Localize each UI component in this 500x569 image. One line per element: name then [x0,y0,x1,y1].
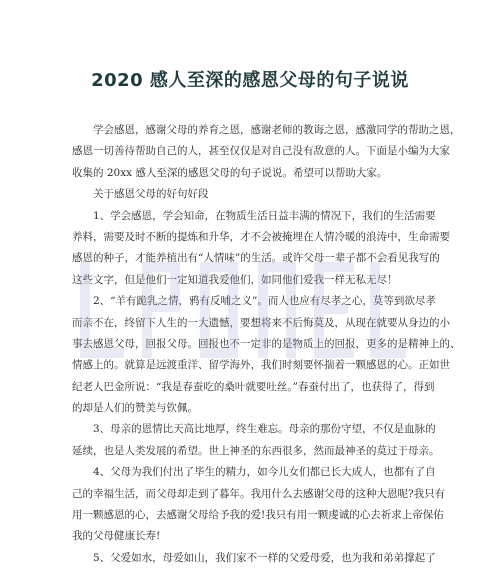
text-line: 延续，也是人类发展的希望。世上神圣的东西很多，然而最神圣的莫过于母亲。 [72,444,440,457]
text-line: 感恩一切善待帮助自己的人，甚至仅仅是对自己没有敌意的人。下面是小编为大家 [72,145,450,158]
text-line: 2、“羊有跪乳之情，鸦有反哺之义”。而人也应有尽孝之心，莫等到欲尽孝 [72,295,436,308]
text-line: 5、父爱如水，母爱如山，我们家不一样的父爱母爱，也为我和弟弟撑起了 [72,551,436,564]
text-line: 4、父母为我们付出了毕生的精力，如今儿女们都已长大成人，也都有了自 [72,466,436,479]
document-title: 2020 感人至深的感恩父母的句子说说 [91,70,409,91]
section-heading: 关于感恩父母的好句好段 [72,188,209,201]
text-line: 而亲不在，终留下人生的一大遗憾，要想将来不后悔莫及，从现在就要从身边的小 [72,316,450,329]
text-line: 收集的 20xx 感人至深的感恩父母的句子说说。希望可以帮助大家。 [72,166,388,179]
text-line: 的却是人们的赞美与钦佩。 [72,402,198,415]
text-line: 1、学会感恩，学会知命，在物质生活日益丰满的情况下，我们的生活需要 [72,209,436,222]
text-line: 3、母亲的恩情比天高比地厚，终生难忘。母亲的那份守望，不仅是血脉的 [72,423,436,436]
text-line: 己的幸福生活，而父母却走到了暮年。我用什么去感谢父母的这种大恩呢?我只有 [72,487,446,500]
text-line: 情感上的。就算是远渡重洋、留学海外，我们时刻要怀揣着一颗感恩的心。正如世 [72,359,450,372]
text-line: 事去感恩父母，回报父母。回报也不一定非的是物质上的回报，更多的是精神上的、 [72,337,461,350]
text-line: 这些文字，但是他们一定知道我爱他们，如同他们爱我一样无私无尽！ [72,273,398,286]
document-body [72,120,461,569]
text-line: 我的父母健康长寿! [72,530,161,543]
text-line: 养料，需要及时不断的提炼和升华，才不会被掩埋在人情冷暖的浪涛中，生命需要 [72,230,450,243]
text-line: 感恩的种子，才能养植出有“人情味”的生活。或许父母一辈子都不会看见我写的 [72,252,440,265]
text-line: 学会感恩，感谢父母的养育之恩，感谢老师的教诲之恩，感激同学的帮助之恩， [72,124,461,136]
text-line: 用一颗感恩的心，去感谢父母给予我的爱!我只有用一颗虔诚的心去祈求上帝保佑 [72,509,444,522]
text-line: 纪老人巴金所说：“我是春蚕吃的桑叶就要吐丝。”春蚕付出了，也获得了，得到 [72,380,435,393]
